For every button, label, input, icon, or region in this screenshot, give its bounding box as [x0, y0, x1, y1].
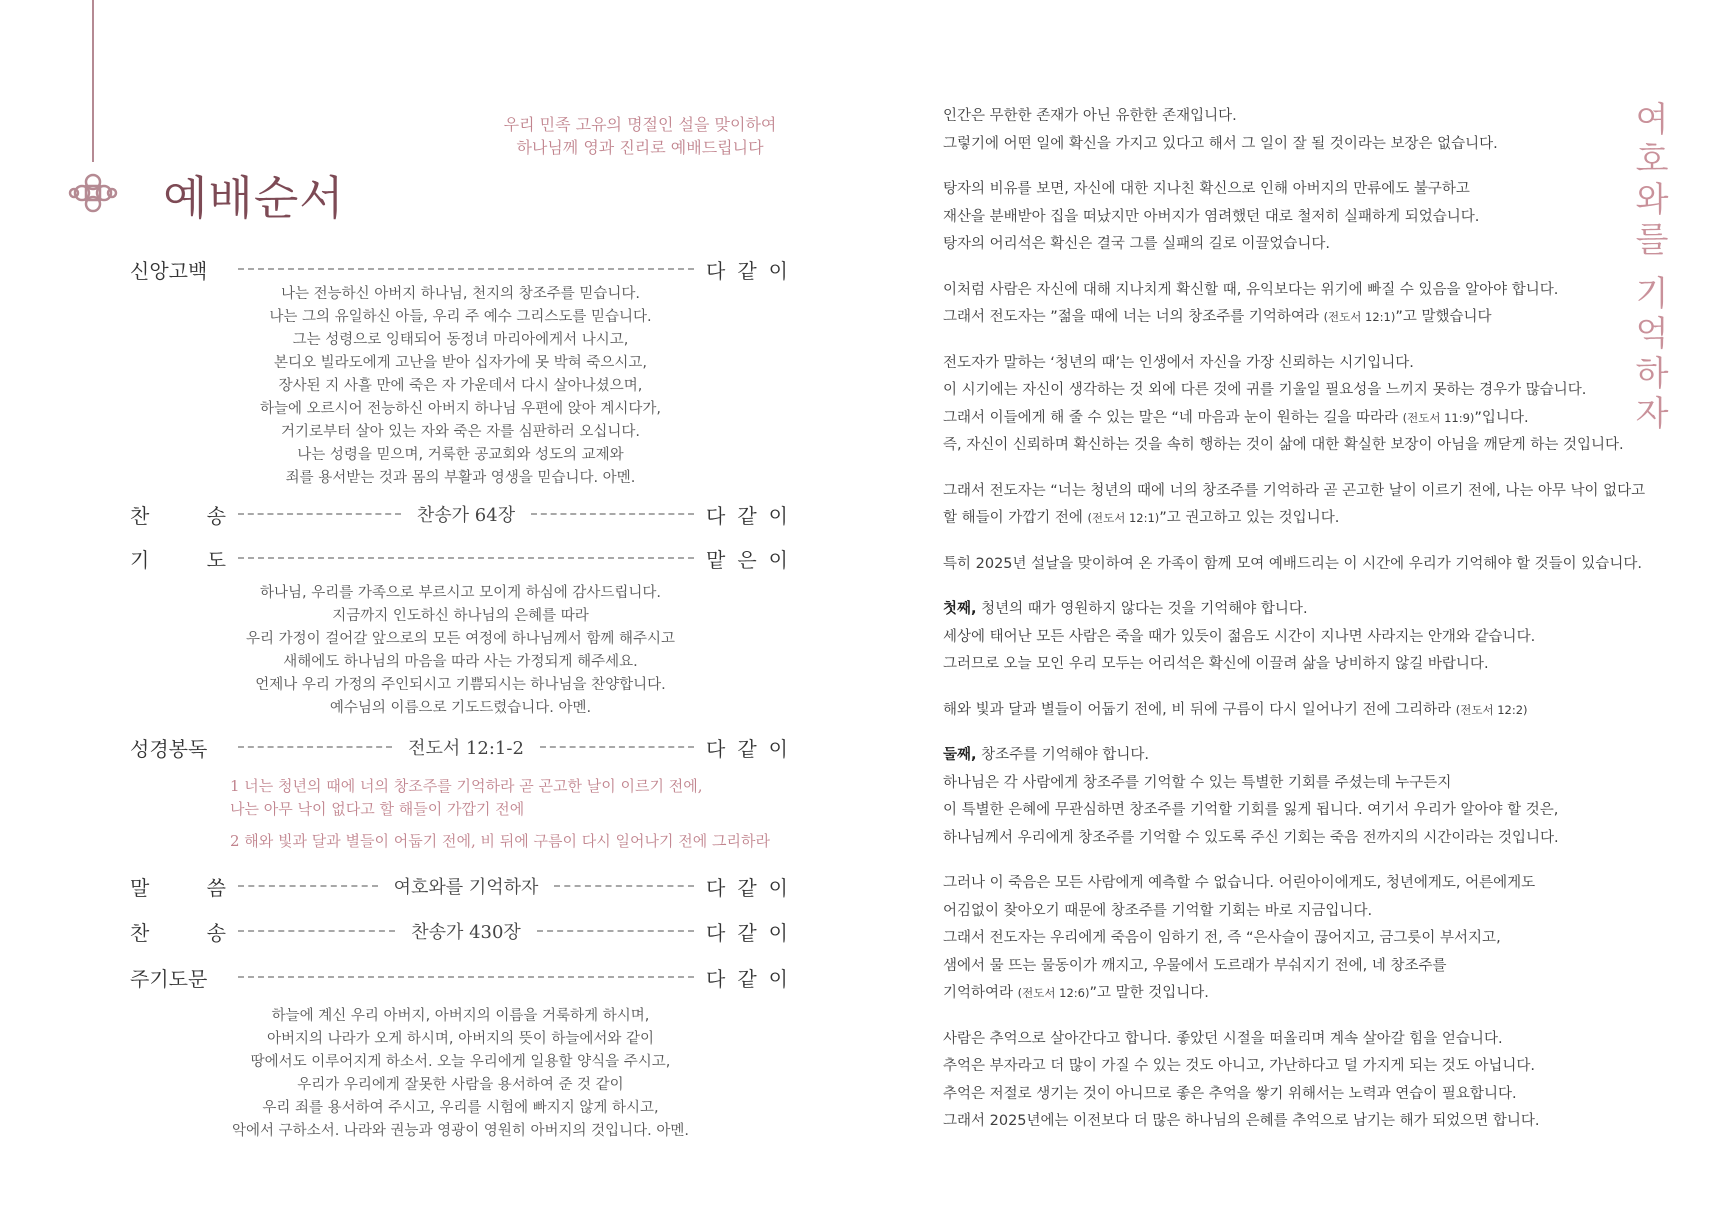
dotted-leader [238, 885, 378, 887]
dotted-leader [238, 976, 694, 978]
sermon-paragraph: 인간은 무한한 존재가 아닌 유한한 존재입니다. 그렇기에 어떤 일에 확신을 가지고 있다고 해서 그 일이 잘 될 것이라는 보장은 없습니다. [943, 108, 1498, 152]
order-leader: 다 같 이 [706, 966, 788, 991]
sermon-paragraph: 사람은 추억으로 살아간다고 합니다. 좋았던 시절을 떠올리며 계속 살아갈 힘을 얻습니다. 추억은 부자라고 더 많이 가질 수 있는 것도 아니고, 가난하다고 덜 가지게 되는 것도 아닙니다. 추억은 저절로 생기는 것이 아니므로 좋은 추억을 쌓기 위해서는 노력과 연습이 필요합니다. 그래서 2025년에는 이전보다 더 많은 하나님의 은혜를 추억으로 남기는 해가 되었으면 합니다. [943, 1030, 1540, 1129]
verse-reference: (전도서 12:1) [1087, 511, 1160, 525]
verse-reference: (전도서 11:9) [1402, 410, 1475, 425]
order-leader: 다 같 이 [706, 503, 788, 528]
order-label: 찬 송 [130, 503, 226, 528]
lords-prayer-text: 하늘에 계신 우리 아버지, 아버지의 이름을 거룩하게 하시며, 아버지의 나라가 오게 하시며, 아버지의 뜻이 하늘에서와 같이 땅에서도 이루어지게 하소서. 오늘 우리에게 일용할 양식을 주시고, 우리가 우리에게 잘못한 사람을 용서하여 준 것 같이 우리 죄를 용서하여 주시고, 우리를 시험에 빠지지 않게 하시고, 악에서 구하소서. 나라와 권능과 영광이 영원히 아버지의 것입니다. 아멘. [232, 1008, 689, 1139]
order-center-text: 찬송가 64장 [416, 505, 516, 526]
order-label: 기 도 [130, 547, 226, 572]
sermon-paragraph: 이처럼 사람은 자신에 대해 지나치게 확신할 때, 유익보다는 위기에 빠질 수 있음을 알아야 합니다. 그래서 전도자는 ”젊을 때에 너는 너의 창조주를 기억하여라 (전도서 12:1)”고 말했습니다 [943, 281, 1559, 325]
order-label: 찬 송 [130, 920, 226, 945]
sermon-paragraph: 탕자의 비유를 보면, 자신에 대한 지나친 확신으로 인해 아버지의 만류에도 불구하고 재산을 분배받아 집을 떠났지만 아버지가 염려했던 대로 철저히 실패하게 되었습니다. 탕자의 어리석은 확신은 결국 그를 실패의 길로 이끌었습니다. [943, 181, 1480, 252]
order-center-text: 찬송가 430장 [411, 922, 521, 943]
creed-text: 나는 전능하신 아버지 하나님, 천지의 창조주를 믿습니다. 나는 그의 유일하신 아들, 우리 주 예수 그리스도를 믿습니다. 그는 성령으로 잉태되어 동정녀 마리아에게서 나시고, 본디오 빌라도에게 고난을 받아 십자가에 못 박혀 죽으시고, 장사된 지 사흘 만에 죽은 자 가운데서 다시 살아나셨으며, 하늘에 오르시어 전능하신 아버지 하나님 우편에 앉아 계시다가, 거기로부터 살아 있는 자와 죽은 자를 심판하러 오십니다. 나는 성령을 믿으며, 거룩한 공교회와 성도의 교제와 죄를 용서받는 것과 몸의 부활과 영생을 믿습니다. 아멘. [259, 286, 662, 486]
order-label: 신앙고백 [130, 258, 208, 283]
scripture-verses: 1 너는 청년의 때에 너의 창조주를 기억하라 곧 곤고한 날이 이르기 전에, 나는 아무 낙이 없다고 할 해들이 가깝기 전에 2 해와 빛과 달과 별들이 어둡기 전에, 비 뒤에 구름이 다시 일어나기 전에 그리하라 [230, 777, 770, 850]
sermon-vertical-title: 여 호 와 를 기 억 하 자 [1635, 100, 1669, 434]
dotted-leader [537, 930, 694, 932]
korean-knot-icon [68, 168, 118, 218]
dotted-leader [540, 746, 694, 748]
sermon-paragraph: 전도자가 말하는 ‘청년의 때’는 인생에서 자신을 가장 신뢰하는 시기입니다. 이 시기에는 자신이 생각하는 것 외에 다른 것에 귀를 기울일 필요성을 느끼지 못하는 경우가 많습니다. 그래서 이들에게 해 줄 수 있는 말은 “네 마음과 눈이 원하는 길을 따라라 (전도서 11:9)”입니다. 즉, 자신이 신뢰하며 확신하는 것을 속히 행하는 것이 삶에 대한 확실한 보장이 아님을 깨닫게 하는 것입니다. [943, 354, 1624, 453]
order-center-text: 전도서 12:1-2 [408, 738, 524, 759]
order-row-hymn-2 [130, 917, 788, 945]
sermon-paragraph: 특히 2025년 설날을 맞이하여 온 가족이 함께 모여 예배드리는 이 시간에 우리가 기억해야 할 것들이 있습니다. [943, 555, 1642, 572]
ornament-cord [92, 0, 94, 162]
dotted-leader [238, 746, 392, 748]
dotted-leader [554, 885, 694, 887]
dotted-leader [238, 930, 395, 932]
order-leader: 다 같 이 [706, 875, 788, 900]
order-center-text: 여호와를 기억하자 [393, 877, 539, 898]
page-title: 예배순서 [163, 171, 345, 225]
order-leader: 다 같 이 [706, 258, 788, 283]
verse-reference: (전도서 12:2) [1455, 702, 1528, 717]
order-row-confession [130, 255, 788, 283]
intro-text: 우리 민족 고유의 명절인 설을 맞이하여 하나님께 영과 진리로 예배드립니다 [503, 115, 777, 157]
order-label: 주기도문 [130, 966, 208, 991]
sermon-paragraph: 첫째, 청년의 때가 영원하지 않다는 것을 기억해야 합니다. 세상에 태어난 모든 사람은 죽을 때가 있듯이 젊음도 시간이 지나면 사라지는 안개와 같습니다. 그러므로 오늘 모인 우리 모두는 어리석은 확신에 이끌려 삶을 낭비하지 않길 바랍니다. [943, 601, 1536, 672]
order-label: 말 씀 [130, 875, 226, 900]
sermon-paragraph: 해와 빛과 달과 별들이 어둡기 전에, 비 뒤에 구름이 다시 일어나기 전에 그리하라 (전도서 12:2) [943, 701, 1528, 718]
order-row-lords-prayer [130, 963, 788, 991]
order-leader: 맡 은 이 [706, 547, 788, 572]
verse-reference: (전도서 12:1) [1323, 310, 1396, 324]
order-row-hymn-1 [130, 500, 788, 528]
dotted-leader [238, 557, 694, 559]
verse-reference: (전도서 12:6) [1017, 986, 1090, 1000]
order-row-prayer [130, 544, 788, 572]
order-row-scripture [130, 733, 788, 761]
order-label: 성경봉독 [130, 736, 208, 761]
sermon-body [943, 103, 1646, 1154]
dotted-leader [238, 513, 401, 515]
dotted-leader [238, 268, 694, 270]
order-row-sermon [130, 872, 788, 900]
prayer-text: 하나님, 우리를 가족으로 부르시고 모이게 하심에 감사드립니다. 지금까지 인도하신 하나님의 은혜를 따라 우리 가정이 걸어갈 앞으로의 모든 여정에 하나님께서 함께 해주시고 새해에도 하나님의 마음을 따라 사는 가정되게 해주세요. 언제나 우리 가정의 주인되시고 기쁨되시는 하나님을 찬양합니다. 예수님의 이름으로 기도드렸습니다. 아멘. [245, 585, 676, 716]
sermon-paragraph: 둘째, 창조주를 기억해야 합니다. 하나님은 각 사람에게 창조주를 기억할 수 있는 특별한 기회를 주셨는데 누구든지 이 특별한 은혜에 무관심하면 창조주를 기억할 기회를 잃게 됩니다. 여기서 우리가 알아야 할 것은, 하나님께서 우리에게 창조주를 기억할 수 있도록 주신 기회는 죽음 전까지의 시간이라는 것입니다. [943, 747, 1559, 846]
dotted-leader [531, 513, 694, 515]
order-leader: 다 같 이 [706, 736, 788, 761]
sermon-paragraph: 그러나 이 죽음은 모든 사람에게 예측할 수 없습니다. 어린아이에게도, 청년에게도, 어른에게도 어김없이 찾아오기 때문에 창조주를 기억할 기회는 바로 지금입니다. 그래서 전도자는 우리에게 죽음이 임하기 전, 즉 “은사슬이 끊어지고, 금그릇이 부서지고, 샘에서 물 뜨는 물동이가 깨지고, 우물에서 도르래가 부숴지기 전에, 네 창조주를 기억하여라 (전도서 12:6)”고 말한 것입니다. [943, 875, 1536, 1001]
sermon-paragraph: 그래서 전도자는 “너는 청년의 때에 너의 창조주를 기억하라 곧 곤고한 날이 이르기 전에, 나는 아무 낙이 없다고 할 해들이 가깝기 전에 (전도서 12:1)”고 권고하고 있는 것입니다. [943, 482, 1646, 526]
order-leader: 다 같 이 [706, 920, 788, 945]
